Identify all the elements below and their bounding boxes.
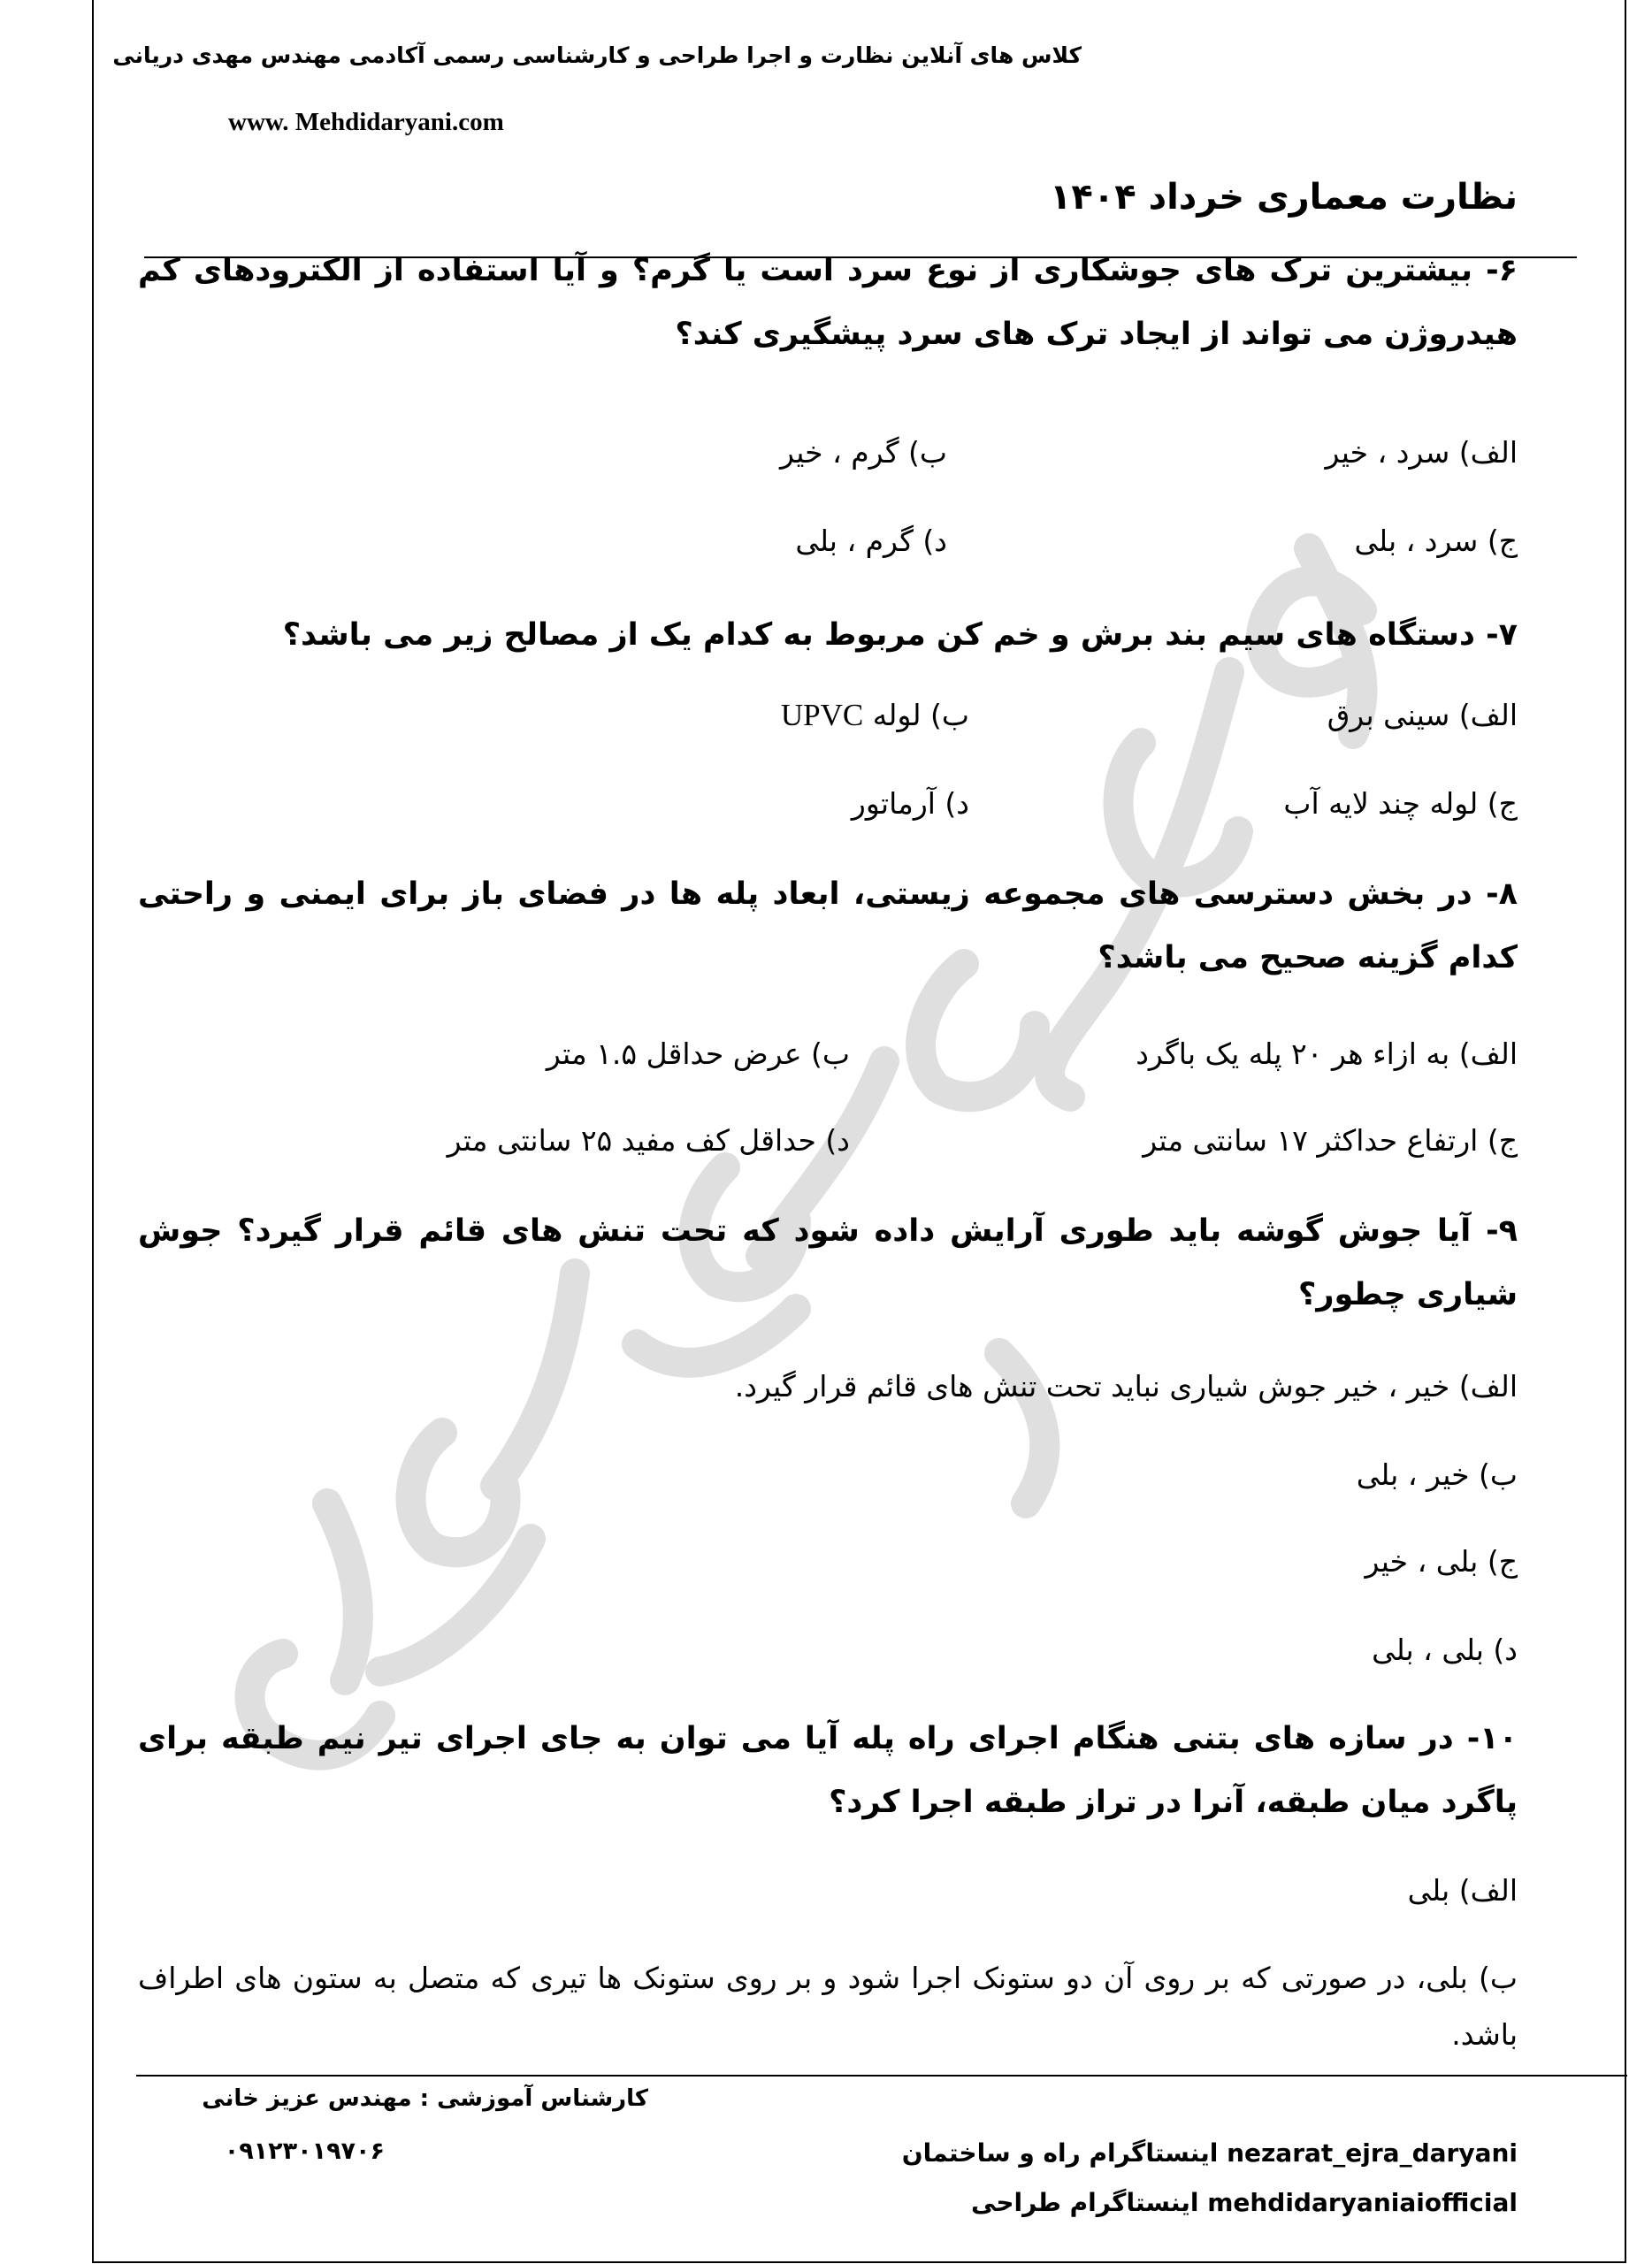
instagram2-handle[interactable]: mehdidaryaniaiofficial xyxy=(1207,2188,1518,2217)
q8-option-c: ج) ارتفاع حداکثر ۱۷ سانتی متر xyxy=(1143,1123,1518,1158)
question-10-text: ۱۰- در سازه های بتنی هنگام اجرای راه پله آیا می توان به جای اجرای تیر نیم طبقه برای پاگرد میان طبقه، آنرا در تراز طبقه اجرا کرد؟ xyxy=(138,1721,1518,1820)
q9-option-d: د) بلی ، بلی xyxy=(1372,1633,1518,1667)
q6-option-b: ب) گرم ، خیر xyxy=(780,435,947,470)
q7-option-a: الف) سینی برق xyxy=(1327,698,1518,732)
footer-instagram-construction xyxy=(902,2138,1518,2168)
instagram1-label: اینستاگرام راه و ساختمان xyxy=(901,2138,1219,2168)
footer-expert: کارشناس آموزشی : مهندس عزیز خانی xyxy=(202,2085,648,2112)
instagram1-handle[interactable]: nezarat_ejra_daryani xyxy=(1227,2138,1518,2168)
q10-option-b: ب) بلی، در صورتی که بر روی آن دو ستونک اجرا شود و بر روی ستونک ها تیری که متصل به ستون های اطراف باشد. xyxy=(138,1961,1518,2052)
question-7-text: ۷- دستگاه های سیم بند برش و خم کن مربوط به کدام یک از مصالح زیر می باشد؟ xyxy=(282,617,1518,653)
question-6-text: ۶- بیشترین ترک های جوشکاری از نوع سرد است یا گرم؟ و آیا استفاده از الکترودهای کم هیدروژن می تواند از ایجاد ترک های سرد پیشگیری کند؟ xyxy=(138,253,1518,352)
header-class-line: کلاس های آنلاین نظارت و اجرا طراحی و کارشناسی رسمی آکادمی مهندس مهدی دریانی xyxy=(112,42,1082,68)
q7-option-b-latin: UPVC xyxy=(780,698,864,732)
question-9-text: ۹- آیا جوش گوشه باید طوری آرایش داده شود که تحت تنش های قائم قرار گیرد؟ جوش شیاری چطور؟ xyxy=(138,1213,1518,1312)
q6-option-d: د) گرم ، بلی xyxy=(795,524,947,558)
q8-option-a: الف) به ازاء هر ۲۰ پله یک باگرد xyxy=(1136,1036,1518,1071)
q7-option-c: ج) لوله چند لایه آب xyxy=(1283,786,1518,821)
footer-instagram-design xyxy=(971,2188,1518,2217)
q10-option-a: الف) بلی xyxy=(1407,1873,1518,1908)
exam-title: نظارت معماری خرداد ۱۴۰۴ xyxy=(1049,177,1518,218)
q8-option-b: ب) عرض حداقل ۱.۵ متر xyxy=(546,1036,850,1071)
q9-option-c: ج) بلی ، خیر xyxy=(1365,1544,1518,1579)
footer-phone: ۰۹۱۲۳۰۱۹۷۰۶ xyxy=(224,2138,385,2165)
q6-option-a: الف) سرد ، خیر xyxy=(1325,435,1518,470)
q6-option-c: ج) سرد ، بلی xyxy=(1354,524,1518,558)
q7-option-b xyxy=(781,698,969,733)
header-website[interactable]: www. Mehdidaryani.com xyxy=(228,108,504,136)
q9-option-a: الف) خیر ، خیر جوش شیاری نباید تحت تنش های قائم قرار گیرد. xyxy=(734,1369,1518,1404)
footer-divider xyxy=(136,2075,1627,2077)
q7-option-d: د) آرماتور xyxy=(851,786,969,821)
q8-option-d: د) حداقل کف مفید ۲۵ سانتی متر xyxy=(447,1123,850,1158)
question-8-text: ۸- در بخش دسترسی های مجموعه زیستی، ابعاد پله ها در فضای باز برای ایمنی و راحتی کدام گزینه صحیح می باشد؟ xyxy=(138,876,1518,975)
q7-option-b-label: ب) لوله xyxy=(872,698,969,732)
q9-option-b: ب) خیر ، بلی xyxy=(1356,1457,1518,1492)
instagram2-label: اینستاگرام طراحی xyxy=(970,2188,1199,2217)
